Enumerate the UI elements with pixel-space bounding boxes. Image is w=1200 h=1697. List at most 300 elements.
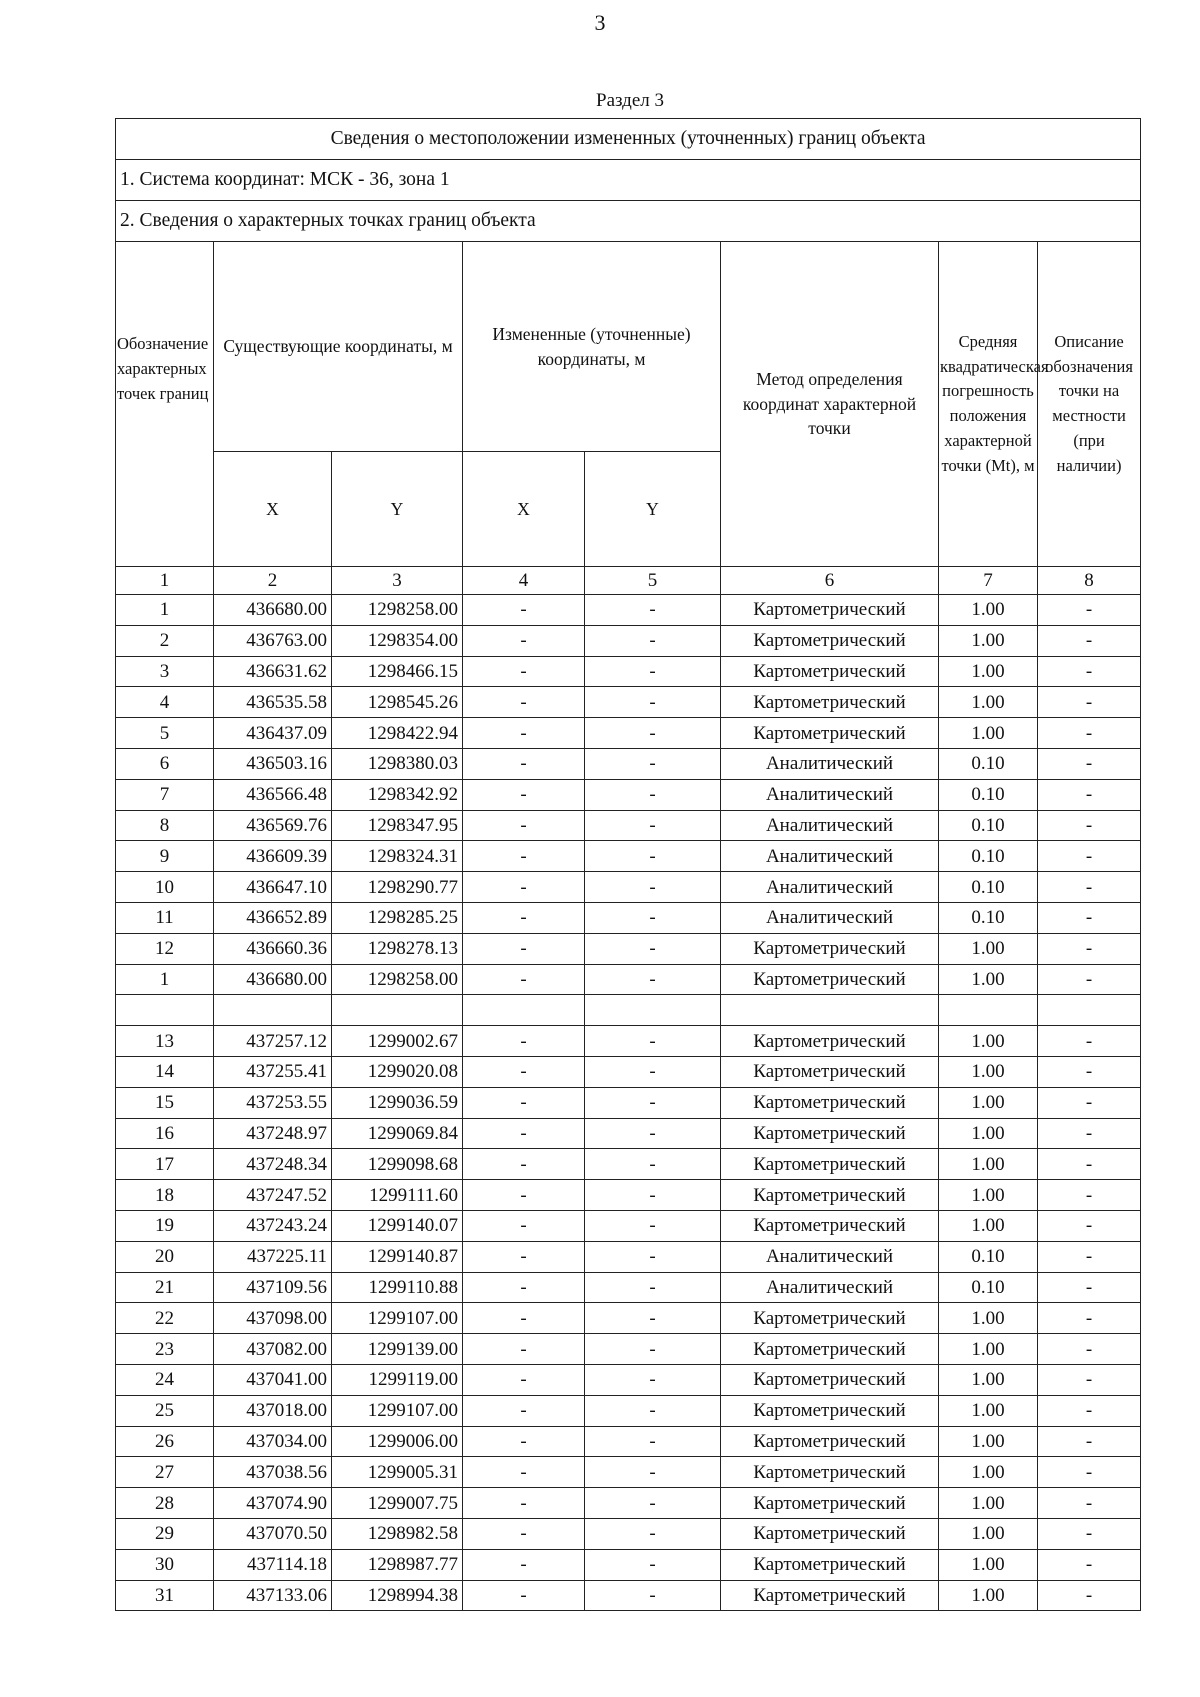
cell-changed-y: - [585, 656, 721, 687]
column-number: 1 [116, 567, 214, 595]
table-row [116, 1580, 1141, 1611]
cell-description: - [1038, 1457, 1141, 1488]
table-row [116, 779, 1141, 810]
header-changed-y: Y [585, 452, 721, 567]
cell-existing-y: 1298324.31 [332, 841, 463, 872]
cell-existing-x: 437041.00 [214, 1364, 332, 1395]
cell-existing-x: 437257.12 [214, 1026, 332, 1057]
cell-point-number: 15 [116, 1087, 214, 1118]
boundary-points-table [115, 118, 1141, 1611]
cell-point-number: 1 [116, 964, 214, 995]
cell-changed-y: - [585, 1426, 721, 1457]
cell-mean-error: 1.00 [939, 625, 1038, 656]
cell-changed-x: - [463, 933, 585, 964]
cell-existing-x: 436660.36 [214, 933, 332, 964]
cell-mean-error: 1.00 [939, 595, 1038, 626]
header-method: Метод определения координат характерной точки [721, 242, 939, 567]
cell-description: - [1038, 625, 1141, 656]
cell-description: - [1038, 964, 1141, 995]
cell-method: Картометрический [721, 1210, 939, 1241]
cell-existing-y: 1298290.77 [332, 872, 463, 903]
header-description: Описание обозначения точки на местности (при наличии) [1038, 242, 1141, 567]
cell-existing-y: 1299020.08 [332, 1056, 463, 1087]
cell-existing-y: 1298422.94 [332, 718, 463, 749]
cell-changed-y: - [585, 1180, 721, 1211]
cell-description: - [1038, 1118, 1141, 1149]
cell-existing-y: 1298258.00 [332, 595, 463, 626]
cell-mean-error: 1.00 [939, 656, 1038, 687]
cell-changed-x: - [463, 841, 585, 872]
cell-changed-x: - [463, 1395, 585, 1426]
cell-changed-y: - [585, 1210, 721, 1241]
cell-method: Картометрический [721, 1488, 939, 1519]
cell-point-number: 7 [116, 779, 214, 810]
header-existing-coords: Существующие координаты, м [214, 242, 463, 452]
cell-method: Аналитический [721, 1272, 939, 1303]
cell-changed-y: - [585, 1303, 721, 1334]
table-row [116, 964, 1141, 995]
cell-mean-error: 1.00 [939, 1488, 1038, 1519]
cell-changed-x: - [463, 1272, 585, 1303]
cell-changed-y: - [585, 595, 721, 626]
cell-existing-y: 1299006.00 [332, 1426, 463, 1457]
cell-changed-x: - [463, 964, 585, 995]
cell-changed-x: - [463, 810, 585, 841]
cell-changed-y: - [585, 964, 721, 995]
table-title-row [116, 119, 1141, 160]
cell-existing-y [332, 995, 463, 1026]
cell-existing-x: 437133.06 [214, 1580, 332, 1611]
cell-description: - [1038, 1364, 1141, 1395]
cell-method: Картометрический [721, 1334, 939, 1365]
cell-changed-y: - [585, 1241, 721, 1272]
cell-point-number: 21 [116, 1272, 214, 1303]
cell-existing-y: 1299002.67 [332, 1026, 463, 1057]
cell-mean-error: 1.00 [939, 1518, 1038, 1549]
cell-description: - [1038, 1580, 1141, 1611]
cell-point-number: 23 [116, 1334, 214, 1365]
points-heading-row [116, 201, 1141, 242]
cell-method: Картометрический [721, 687, 939, 718]
table-row [116, 1149, 1141, 1180]
table-row [116, 841, 1141, 872]
cell-method: Картометрический [721, 1457, 939, 1488]
cell-existing-y: 1299140.87 [332, 1241, 463, 1272]
cell-description: - [1038, 595, 1141, 626]
cell-existing-x: 436680.00 [214, 595, 332, 626]
cell-point-number: 30 [116, 1549, 214, 1580]
table-row [116, 656, 1141, 687]
section-label: Раздел 3 [596, 90, 664, 111]
cell-description [1038, 995, 1141, 1026]
cell-changed-y: - [585, 933, 721, 964]
cell-point-number: 8 [116, 810, 214, 841]
cell-changed-x: - [463, 1026, 585, 1057]
cell-existing-y: 1298258.00 [332, 964, 463, 995]
cell-method: Картометрический [721, 1364, 939, 1395]
cell-existing-x: 437114.18 [214, 1549, 332, 1580]
cell-mean-error: 1.00 [939, 1118, 1038, 1149]
cell-existing-y: 1298278.13 [332, 933, 463, 964]
cell-point-number: 10 [116, 872, 214, 903]
cell-changed-y: - [585, 1334, 721, 1365]
cell-method: Картометрический [721, 656, 939, 687]
cell-description: - [1038, 656, 1141, 687]
cell-mean-error: 0.10 [939, 841, 1038, 872]
cell-existing-y: 1299107.00 [332, 1395, 463, 1426]
cell-method: Аналитический [721, 748, 939, 779]
table-row [116, 718, 1141, 749]
cell-existing-x: 436631.62 [214, 656, 332, 687]
cell-point-number: 19 [116, 1210, 214, 1241]
column-number: 3 [332, 567, 463, 595]
cell-existing-x: 437243.24 [214, 1210, 332, 1241]
cell-changed-x: - [463, 625, 585, 656]
cell-changed-x: - [463, 1241, 585, 1272]
cell-changed-y: - [585, 1087, 721, 1118]
cell-existing-y: 1298545.26 [332, 687, 463, 718]
cell-description: - [1038, 1087, 1141, 1118]
cell-existing-x: 437098.00 [214, 1303, 332, 1334]
table-row [116, 687, 1141, 718]
cell-changed-y: - [585, 902, 721, 933]
cell-existing-y: 1298466.15 [332, 656, 463, 687]
cell-method: Картометрический [721, 964, 939, 995]
cell-method: Картометрический [721, 718, 939, 749]
cell-point-number: 28 [116, 1488, 214, 1519]
cell-description: - [1038, 1488, 1141, 1519]
cell-description: - [1038, 872, 1141, 903]
table-row [116, 995, 1141, 1026]
table-row [116, 595, 1141, 626]
cell-method: Картометрический [721, 1149, 939, 1180]
column-number-row [116, 567, 1141, 595]
cell-point-number: 9 [116, 841, 214, 872]
cell-changed-x: - [463, 1426, 585, 1457]
column-number: 7 [939, 567, 1038, 595]
cell-description: - [1038, 1303, 1141, 1334]
cell-existing-x: 437034.00 [214, 1426, 332, 1457]
cell-existing-x: 437253.55 [214, 1087, 332, 1118]
cell-existing-x: 437082.00 [214, 1334, 332, 1365]
table-row [116, 933, 1141, 964]
cell-point-number: 12 [116, 933, 214, 964]
cell-mean-error: 1.00 [939, 1334, 1038, 1365]
cell-method: Картометрический [721, 1026, 939, 1057]
cell-method: Картометрический [721, 1303, 939, 1334]
header-existing-y: Y [332, 452, 463, 567]
cell-mean-error: 1.00 [939, 1364, 1038, 1395]
cell-existing-y: 1299140.07 [332, 1210, 463, 1241]
cell-mean-error: 0.10 [939, 810, 1038, 841]
table-row [116, 1118, 1141, 1149]
cell-description: - [1038, 1026, 1141, 1057]
header-changed-coords: Измененные (уточненные) координаты, м [463, 242, 721, 452]
cell-mean-error: 1.00 [939, 1026, 1038, 1057]
cell-description: - [1038, 748, 1141, 779]
cell-point-number: 11 [116, 902, 214, 933]
cell-existing-y: 1299007.75 [332, 1488, 463, 1519]
cell-mean-error: 1.00 [939, 1580, 1038, 1611]
cell-changed-y: - [585, 718, 721, 749]
cell-existing-y: 1299111.60 [332, 1180, 463, 1211]
cell-changed-x: - [463, 1210, 585, 1241]
cell-method: Картометрический [721, 1395, 939, 1426]
cell-point-number: 20 [116, 1241, 214, 1272]
cell-changed-x: - [463, 902, 585, 933]
cell-mean-error [939, 995, 1038, 1026]
cell-existing-x: 437070.50 [214, 1518, 332, 1549]
cell-existing-y: 1298994.38 [332, 1580, 463, 1611]
table-row [116, 1056, 1141, 1087]
table-row [116, 748, 1141, 779]
header-changed-x: X [463, 452, 585, 567]
column-header-row [116, 242, 1141, 452]
cell-changed-x: - [463, 687, 585, 718]
column-number: 2 [214, 567, 332, 595]
cell-existing-x: 436566.48 [214, 779, 332, 810]
cell-existing-y: 1298380.03 [332, 748, 463, 779]
coord-system-row [116, 160, 1141, 201]
cell-mean-error: 0.10 [939, 1272, 1038, 1303]
cell-existing-y: 1298987.77 [332, 1549, 463, 1580]
cell-mean-error: 1.00 [939, 1210, 1038, 1241]
table-row [116, 1457, 1141, 1488]
cell-mean-error: 1.00 [939, 1426, 1038, 1457]
table-row [116, 1241, 1141, 1272]
cell-changed-y: - [585, 1580, 721, 1611]
cell-existing-x [214, 995, 332, 1026]
cell-description: - [1038, 902, 1141, 933]
cell-method: Картометрический [721, 1180, 939, 1211]
cell-description: - [1038, 687, 1141, 718]
cell-method: Картометрический [721, 1518, 939, 1549]
cell-description: - [1038, 1210, 1141, 1241]
cell-existing-x: 436569.76 [214, 810, 332, 841]
cell-changed-x: - [463, 872, 585, 903]
table-row [116, 1549, 1141, 1580]
cell-mean-error: 0.10 [939, 872, 1038, 903]
cell-existing-x: 436437.09 [214, 718, 332, 749]
cell-existing-x: 437074.90 [214, 1488, 332, 1519]
cell-changed-x: - [463, 748, 585, 779]
cell-changed-x: - [463, 1488, 585, 1519]
cell-existing-x: 436680.00 [214, 964, 332, 995]
cell-existing-y: 1299119.00 [332, 1364, 463, 1395]
table-row [116, 1180, 1141, 1211]
cell-changed-y: - [585, 1488, 721, 1519]
cell-existing-y: 1298347.95 [332, 810, 463, 841]
cell-point-number: 13 [116, 1026, 214, 1057]
header-point-designation: Обозначение характерных точек границ [116, 242, 214, 567]
cell-mean-error: 1.00 [939, 933, 1038, 964]
cell-existing-y: 1298982.58 [332, 1518, 463, 1549]
cell-description: - [1038, 933, 1141, 964]
cell-mean-error: 1.00 [939, 1087, 1038, 1118]
cell-existing-x: 436652.89 [214, 902, 332, 933]
cell-changed-x: - [463, 1457, 585, 1488]
cell-changed-x: - [463, 595, 585, 626]
cell-method: Картометрический [721, 1087, 939, 1118]
cell-changed-x: - [463, 779, 585, 810]
cell-existing-x: 436647.10 [214, 872, 332, 903]
cell-description: - [1038, 1395, 1141, 1426]
cell-changed-x: - [463, 1518, 585, 1549]
coord-system: 1. Система координат: МСК - 36, зона 1 [116, 160, 1141, 201]
cell-mean-error: 1.00 [939, 1149, 1038, 1180]
cell-existing-x: 437018.00 [214, 1395, 332, 1426]
cell-existing-y: 1298342.92 [332, 779, 463, 810]
cell-existing-x: 437247.52 [214, 1180, 332, 1211]
cell-changed-x: - [463, 1334, 585, 1365]
header-mean-error: Средняя квадратическая погрешность положения характерной точки (Mt), м [939, 242, 1038, 567]
table-row [116, 1272, 1141, 1303]
cell-existing-y: 1299069.84 [332, 1118, 463, 1149]
cell-mean-error: 1.00 [939, 1457, 1038, 1488]
cell-changed-x [463, 995, 585, 1026]
table-title: Сведения о местоположении измененных (уточненных) границ объекта [116, 119, 1141, 160]
cell-changed-x: - [463, 656, 585, 687]
table-row [116, 1518, 1141, 1549]
cell-mean-error: 0.10 [939, 1241, 1038, 1272]
column-number: 5 [585, 567, 721, 595]
cell-method: Аналитический [721, 810, 939, 841]
table-row [116, 1026, 1141, 1057]
cell-method: Картометрический [721, 1118, 939, 1149]
cell-changed-x: - [463, 1149, 585, 1180]
cell-existing-y: 1299107.00 [332, 1303, 463, 1334]
table-body [116, 119, 1141, 1611]
cell-description: - [1038, 1549, 1141, 1580]
cell-mean-error: 1.00 [939, 1549, 1038, 1580]
cell-changed-y: - [585, 1149, 721, 1180]
cell-changed-y: - [585, 1026, 721, 1057]
cell-existing-y: 1298354.00 [332, 625, 463, 656]
cell-mean-error: 1.00 [939, 718, 1038, 749]
cell-point-number: 18 [116, 1180, 214, 1211]
cell-changed-y: - [585, 687, 721, 718]
cell-changed-x: - [463, 1087, 585, 1118]
cell-description: - [1038, 1180, 1141, 1211]
cell-description: - [1038, 1334, 1141, 1365]
table-row [116, 1087, 1141, 1118]
cell-changed-y: - [585, 1118, 721, 1149]
cell-existing-y: 1299098.68 [332, 1149, 463, 1180]
table-row [116, 1364, 1141, 1395]
cell-point-number: 4 [116, 687, 214, 718]
table-row [116, 810, 1141, 841]
cell-description: - [1038, 1241, 1141, 1272]
cell-point-number: 5 [116, 718, 214, 749]
cell-point-number: 29 [116, 1518, 214, 1549]
cell-description: - [1038, 1272, 1141, 1303]
column-number: 4 [463, 567, 585, 595]
cell-changed-y [585, 995, 721, 1026]
cell-existing-x: 437038.56 [214, 1457, 332, 1488]
column-number: 6 [721, 567, 939, 595]
cell-method: Картометрический [721, 625, 939, 656]
cell-changed-x: - [463, 1364, 585, 1395]
cell-existing-x: 437225.11 [214, 1241, 332, 1272]
header-existing-x: X [214, 452, 332, 567]
cell-method: Аналитический [721, 1241, 939, 1272]
cell-changed-y: - [585, 810, 721, 841]
cell-changed-y: - [585, 625, 721, 656]
cell-point-number: 17 [116, 1149, 214, 1180]
cell-changed-x: - [463, 1118, 585, 1149]
cell-changed-x: - [463, 1180, 585, 1211]
cell-existing-x: 436535.58 [214, 687, 332, 718]
cell-existing-y: 1299139.00 [332, 1334, 463, 1365]
cell-changed-x: - [463, 1580, 585, 1611]
cell-point-number: 27 [116, 1457, 214, 1488]
table-row [116, 1488, 1141, 1519]
cell-point-number: 22 [116, 1303, 214, 1334]
cell-method: Аналитический [721, 872, 939, 903]
cell-mean-error: 1.00 [939, 1395, 1038, 1426]
cell-method: Аналитический [721, 902, 939, 933]
cell-mean-error: 1.00 [939, 1056, 1038, 1087]
cell-existing-x: 437248.34 [214, 1149, 332, 1180]
cell-changed-x: - [463, 1549, 585, 1580]
cell-point-number: 6 [116, 748, 214, 779]
cell-changed-y: - [585, 1395, 721, 1426]
cell-existing-y: 1299005.31 [332, 1457, 463, 1488]
table-row [116, 1426, 1141, 1457]
cell-changed-y: - [585, 748, 721, 779]
cell-mean-error: 1.00 [939, 1303, 1038, 1334]
cell-existing-x: 436763.00 [214, 625, 332, 656]
cell-description: - [1038, 718, 1141, 749]
cell-existing-y: 1299036.59 [332, 1087, 463, 1118]
cell-point-number: 25 [116, 1395, 214, 1426]
page-number: 3 [594, 10, 606, 35]
cell-description: - [1038, 1518, 1141, 1549]
cell-description: - [1038, 779, 1141, 810]
cell-description: - [1038, 810, 1141, 841]
cell-changed-y: - [585, 1364, 721, 1395]
cell-changed-x: - [463, 718, 585, 749]
cell-method: Картометрический [721, 1426, 939, 1457]
cell-changed-x: - [463, 1303, 585, 1334]
cell-changed-y: - [585, 779, 721, 810]
cell-mean-error: 0.10 [939, 779, 1038, 810]
cell-point-number: 26 [116, 1426, 214, 1457]
cell-existing-x: 437109.56 [214, 1272, 332, 1303]
cell-method: Аналитический [721, 841, 939, 872]
table-row [116, 1303, 1141, 1334]
cell-point-number: 3 [116, 656, 214, 687]
cell-changed-y: - [585, 1518, 721, 1549]
table-row [116, 1210, 1141, 1241]
cell-changed-x: - [463, 1056, 585, 1087]
cell-existing-x: 436609.39 [214, 841, 332, 872]
cell-mean-error: 1.00 [939, 964, 1038, 995]
cell-mean-error: 0.10 [939, 748, 1038, 779]
cell-method: Картометрический [721, 1580, 939, 1611]
table-row [116, 625, 1141, 656]
cell-existing-x: 436503.16 [214, 748, 332, 779]
table-row [116, 902, 1141, 933]
table-row [116, 872, 1141, 903]
cell-existing-x: 437248.97 [214, 1118, 332, 1149]
cell-existing-y: 1298285.25 [332, 902, 463, 933]
column-number: 8 [1038, 567, 1141, 595]
cell-point-number: 31 [116, 1580, 214, 1611]
cell-description: - [1038, 1426, 1141, 1457]
cell-method [721, 995, 939, 1026]
cell-point-number: 16 [116, 1118, 214, 1149]
